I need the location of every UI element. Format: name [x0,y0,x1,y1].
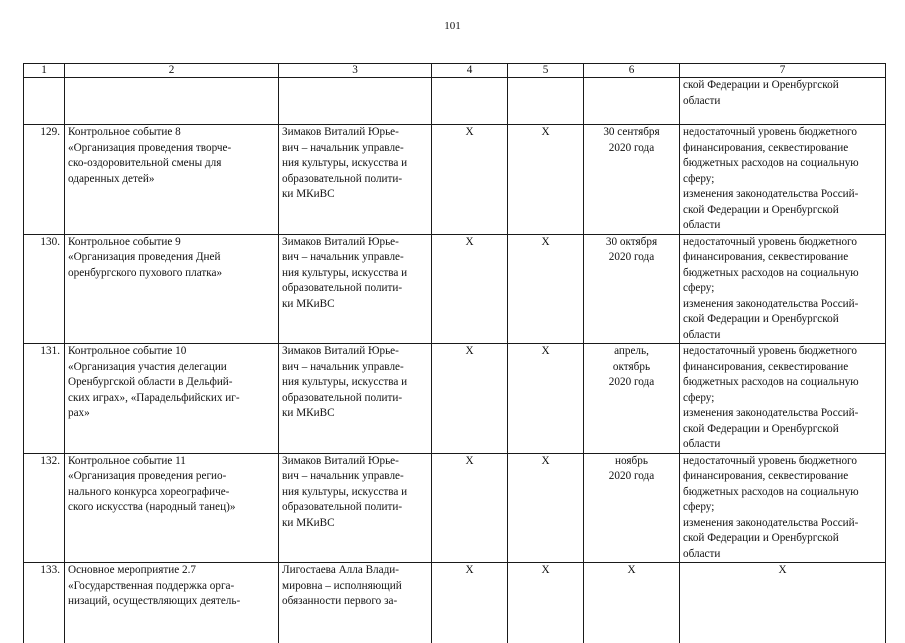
cell-line: финансирования, секвестирование [683,360,882,376]
event-cell [65,78,279,125]
cell-line: ноябрь [587,454,676,470]
header-row [24,64,886,78]
col4-cell: X [432,453,508,563]
cell-line: апрель, [587,344,676,360]
cell-line: нального конкурса хореографиче- [68,485,275,501]
responsible-cell [279,453,432,563]
cell-line: «Организация проведения регио- [68,469,275,485]
cell-line: ки МКиВС [282,187,428,203]
cell-line: ской Федерации и Оренбургской [683,78,882,94]
column-header: 2 [65,64,279,78]
cell-line: вич – начальник управле- [282,360,428,376]
num-cell: 133. [24,563,65,643]
date-cell [584,453,680,563]
cell-line: «Организация участия делегации [68,360,275,376]
cell-line: финансирования, секвестирование [683,469,882,485]
cell-line: недостаточный уровень бюджетного [683,235,882,251]
col4-cell [432,78,508,125]
cell-line: ского искусства (народный танец)» [68,500,275,516]
cell-line: X [587,563,676,579]
cell-line: ской Федерации и Оренбургской [683,312,882,328]
num-cell: 130. [24,234,65,344]
cell-line: мировна – исполняющий [282,579,428,595]
cell-line: недостаточный уровень бюджетного [683,125,882,141]
col4-cell: X [432,563,508,643]
date-cell [584,78,680,125]
event-cell [65,344,279,454]
col4-cell: X [432,234,508,344]
col5-cell: X [508,344,584,454]
risk-cell [680,78,886,125]
responsible-cell [279,125,432,235]
cell-line: финансирования, секвестирование [683,141,882,157]
cell-line: ки МКиВС [282,297,428,313]
cell-line: низаций, осуществляющих деятель- [68,594,275,610]
col4-cell: X [432,125,508,235]
column-header: 7 [680,64,886,78]
cell-line: образовательной полити- [282,391,428,407]
cell-line: Лигостаева Алла Влади- [282,563,428,579]
cell-line: изменения законодательства Россий- [683,187,882,203]
cell-line: ки МКиВС [282,406,428,422]
cell-line: изменения законодательства Россий- [683,516,882,532]
col5-cell: X [508,234,584,344]
cell-line: Зимаков Виталий Юрье- [282,454,428,470]
event-cell [65,453,279,563]
table-row [24,453,886,563]
cell-line: X [683,563,882,579]
cell-line: вич – начальник управле- [282,141,428,157]
col5-cell: X [508,453,584,563]
cell-line: бюджетных расходов на социальную [683,375,882,391]
cell-line: образовательной полити- [282,500,428,516]
continuation-row [24,78,886,125]
col5-cell: X [508,125,584,235]
cell-line: изменения законодательства Россий- [683,297,882,313]
cell-line: «Организация проведения творче- [68,141,275,157]
responsible-cell [279,563,432,643]
cell-line: ской Федерации и Оренбургской [683,531,882,547]
column-header: 5 [508,64,584,78]
responsible-cell [279,78,432,125]
cell-line: образовательной полити- [282,281,428,297]
cell-line: ской Федерации и Оренбургской [683,422,882,438]
cell-line: 2020 года [587,250,676,266]
table-row [24,125,886,235]
responsible-cell [279,344,432,454]
cell-line: ской Федерации и Оренбургской [683,203,882,219]
cell-line: октябрь [587,360,676,376]
table-row [24,344,886,454]
cell-line: «Организация проведения Дней [68,250,275,266]
cell-line: 30 сентября [587,125,676,141]
cell-line: области [683,94,882,110]
date-cell [584,344,680,454]
cell-line: области [683,547,882,563]
event-cell [65,563,279,643]
cell-line: области [683,437,882,453]
cell-line: вич – начальник управле- [282,250,428,266]
cell-line: Контрольное событие 11 [68,454,275,470]
cell-line: Оренбургской области в Дельфий- [68,375,275,391]
cell-line: 2020 года [587,469,676,485]
cell-line: ско-оздоровительной смены для [68,156,275,172]
event-cell [65,125,279,235]
cell-line: ния культуры, искусства и [282,156,428,172]
cell-line: области [683,328,882,344]
cell-line: Основное мероприятие 2.7 [68,563,275,579]
cell-line: вич – начальник управле- [282,469,428,485]
col5-cell [508,78,584,125]
date-cell [584,125,680,235]
num-cell: 129. [24,125,65,235]
cell-line: бюджетных расходов на социальную [683,156,882,172]
cell-line: финансирования, секвестирование [683,250,882,266]
cell-line: Зимаков Виталий Юрье- [282,125,428,141]
cell-line: Зимаков Виталий Юрье- [282,235,428,251]
num-cell: 132. [24,453,65,563]
table-row [24,563,886,643]
cell-line: 2020 года [587,375,676,391]
cell-line: обязанности первого за- [282,594,428,610]
cell-line: сферу; [683,391,882,407]
cell-line: 2020 года [587,141,676,157]
cell-line: Контрольное событие 8 [68,125,275,141]
cell-line: бюджетных расходов на социальную [683,266,882,282]
cell-line: ки МКиВС [282,516,428,532]
num-cell [24,78,65,125]
table-row [24,234,886,344]
cell-line: оренбургского пухового платка» [68,266,275,282]
cell-line: изменения законодательства Россий- [683,406,882,422]
cell-line: ских играх», «Парадельфийских иг- [68,391,275,407]
plan-table [23,63,886,643]
risk-cell [680,125,886,235]
cell-line: сферу; [683,281,882,297]
page-number: 101 [0,20,905,32]
risk-cell [680,453,886,563]
column-header: 3 [279,64,432,78]
event-cell [65,234,279,344]
column-header: 1 [24,64,65,78]
cell-line: одаренных детей» [68,172,275,188]
cell-line: рах» [68,406,275,422]
responsible-cell [279,234,432,344]
risk-cell [680,234,886,344]
cell-line: образовательной полити- [282,172,428,188]
risk-cell [680,344,886,454]
cell-line: 30 октября [587,235,676,251]
date-cell [584,234,680,344]
risk-cell [680,563,886,643]
cell-line: бюджетных расходов на социальную [683,485,882,501]
cell-line: Зимаков Виталий Юрье- [282,344,428,360]
date-cell [584,563,680,643]
cell-line: сферу; [683,500,882,516]
column-header: 6 [584,64,680,78]
column-header: 4 [432,64,508,78]
cell-line: недостаточный уровень бюджетного [683,454,882,470]
cell-line: области [683,218,882,234]
cell-line: сферу; [683,172,882,188]
cell-line: Контрольное событие 10 [68,344,275,360]
cell-line: недостаточный уровень бюджетного [683,344,882,360]
col5-cell: X [508,563,584,643]
col4-cell: X [432,344,508,454]
num-cell: 131. [24,344,65,454]
cell-line: Контрольное событие 9 [68,235,275,251]
cell-line: ния культуры, искусства и [282,485,428,501]
cell-line: ния культуры, искусства и [282,375,428,391]
cell-line: ния культуры, искусства и [282,266,428,282]
cell-line: «Государственная поддержка орга- [68,579,275,595]
